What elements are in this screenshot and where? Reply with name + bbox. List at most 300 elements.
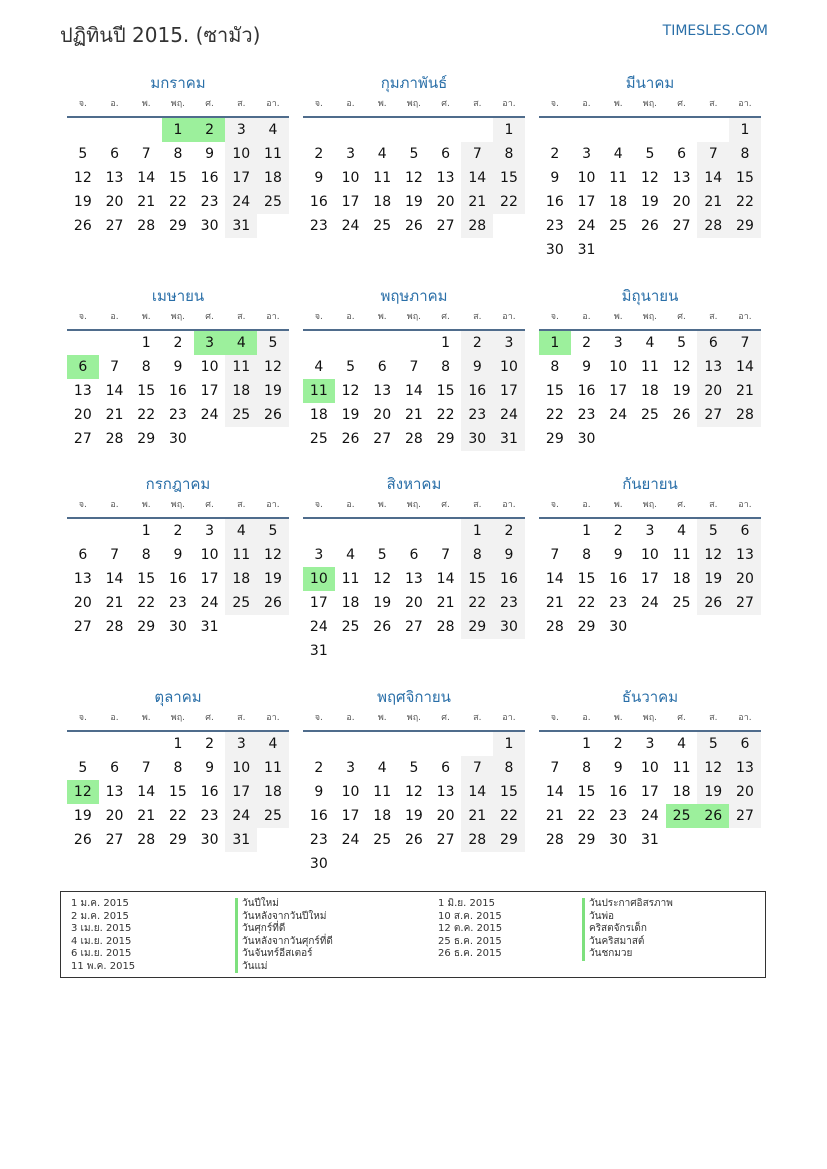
day-cell: 15: [168, 784, 187, 800]
day-cell: 27: [672, 218, 691, 234]
holiday-day-cell: 4: [225, 331, 257, 355]
weekday-label: ศ.: [441, 99, 450, 109]
day-cell: 5: [346, 359, 355, 375]
day-cell: 3: [346, 146, 355, 162]
day-cell: 7: [110, 359, 119, 375]
day-cell: 2: [613, 736, 623, 752]
weekday-header: [303, 708, 525, 726]
weekday-label: ส.: [473, 99, 482, 109]
day-cell: 19: [404, 194, 423, 210]
month-name: เมษายน: [151, 287, 205, 305]
day-cell: 3: [225, 732, 257, 756]
day-cell: 12: [257, 355, 289, 379]
weekday-header: [539, 708, 761, 726]
day-grid: [539, 331, 761, 451]
day-cell: 4: [257, 118, 289, 142]
day-cell: 26: [257, 591, 289, 615]
holiday-day-cell: 3: [194, 331, 226, 355]
holiday-day-cell: 26: [697, 804, 729, 828]
day-cell: 28: [404, 431, 423, 447]
day-cell: 12: [404, 784, 423, 800]
day-cell: 30: [609, 832, 628, 848]
weekday-label: อา.: [738, 500, 752, 510]
holiday-date: 1 มิ.ย. 2015: [438, 898, 495, 909]
day-cell: 21: [461, 190, 493, 214]
day-cell: 8: [173, 760, 183, 776]
day-cell: 4: [613, 146, 623, 162]
day-cell: 24: [640, 808, 659, 824]
weekday-label: จ.: [314, 713, 323, 723]
holiday-name: วันพ่อ: [582, 911, 673, 924]
day-cell: 27: [73, 619, 92, 635]
day-cell: 9: [205, 760, 215, 776]
day-cell: 22: [545, 407, 564, 423]
day-cell: 10: [493, 355, 525, 379]
day-cell: 9: [613, 547, 623, 563]
day-cell: 9: [493, 543, 525, 567]
day-cell: 2: [314, 760, 324, 776]
day-cell: 15: [545, 383, 564, 399]
day-cell: 21: [729, 379, 761, 403]
day-cell: 30: [200, 218, 219, 234]
empty-cell: [335, 732, 367, 756]
day-cell: 19: [257, 379, 289, 403]
weekday-label: ศ.: [677, 312, 686, 322]
holiday-day-cell: 6: [67, 355, 99, 379]
day-cell: 3: [314, 547, 324, 563]
day-cell: 2: [173, 523, 183, 539]
holiday-name: วันแม่: [235, 961, 333, 974]
day-cell: 2: [613, 523, 623, 539]
day-cell: 25: [672, 595, 691, 611]
day-grid: [303, 519, 525, 663]
day-cell: 15: [493, 166, 525, 190]
day-cell: 28: [461, 214, 493, 238]
day-cell: 29: [493, 828, 525, 852]
empty-cell: [539, 118, 571, 142]
weekday-label: อ.: [582, 312, 591, 322]
day-cell: 16: [309, 808, 328, 824]
day-cell: 11: [225, 543, 257, 567]
day-cell: 12: [73, 170, 92, 186]
empty-cell: [99, 118, 131, 142]
day-cell: 10: [640, 547, 659, 563]
day-cell: 25: [640, 407, 659, 423]
day-cell: 24: [341, 832, 360, 848]
day-cell: 9: [173, 359, 183, 375]
day-cell: 10: [341, 784, 360, 800]
day-cell: 12: [697, 756, 729, 780]
day-cell: 24: [341, 218, 360, 234]
empty-cell: [461, 118, 493, 142]
day-cell: 22: [168, 194, 187, 210]
weekday-label: อา.: [266, 500, 280, 510]
holiday-date: 1 ม.ค. 2015: [71, 898, 129, 909]
day-cell: 11: [672, 547, 691, 563]
day-cell: 27: [729, 804, 761, 828]
weekday-label: พฤ.: [406, 99, 422, 109]
day-cell: 6: [78, 547, 88, 563]
day-cell: 3: [205, 523, 215, 539]
day-cell: 10: [200, 547, 219, 563]
empty-cell: [666, 118, 698, 142]
month-name: กันยายน: [622, 475, 678, 493]
day-cell: 20: [105, 808, 124, 824]
day-cell: 18: [257, 780, 289, 804]
day-cell: 30: [461, 427, 493, 451]
day-cell: 5: [697, 519, 729, 543]
empty-cell: [303, 118, 335, 142]
day-cell: 25: [257, 190, 289, 214]
weekday-label: จ.: [314, 500, 323, 510]
day-cell: 17: [200, 571, 219, 587]
empty-cell: [366, 118, 398, 142]
day-cell: 29: [577, 832, 596, 848]
day-cell: 21: [105, 595, 124, 611]
day-cell: 26: [404, 832, 423, 848]
day-cell: 21: [697, 190, 729, 214]
holiday-name: วันปีใหม่: [235, 898, 333, 911]
day-cell: 14: [137, 784, 156, 800]
day-cell: 18: [341, 595, 360, 611]
holiday-day-cell: 12: [67, 780, 99, 804]
day-cell: 18: [373, 808, 392, 824]
day-cell: 28: [137, 832, 156, 848]
weekday-label: พ.: [613, 500, 623, 510]
day-cell: 6: [110, 146, 119, 162]
month-name: กรกฎาคม: [145, 475, 211, 493]
weekday-label: พ.: [377, 312, 387, 322]
day-cell: 17: [309, 595, 328, 611]
day-cell: 18: [225, 567, 257, 591]
day-cell: 1: [729, 118, 761, 142]
day-cell: 23: [309, 218, 328, 234]
day-cell: 1: [141, 523, 151, 539]
weekday-label: จ.: [314, 312, 323, 322]
day-cell: 22: [436, 407, 455, 423]
day-cell: 31: [225, 828, 257, 852]
day-cell: 17: [225, 780, 257, 804]
day-cell: 8: [550, 359, 560, 375]
weekday-label: ส.: [237, 713, 246, 723]
day-cell: 20: [373, 407, 392, 423]
weekday-label: พ.: [141, 713, 151, 723]
day-cell: 2: [550, 146, 560, 162]
day-cell: 25: [225, 591, 257, 615]
day-cell: 17: [640, 571, 659, 587]
holiday-date: 4 เม.ย. 2015: [71, 935, 132, 947]
day-cell: 30: [493, 615, 525, 639]
day-cell: 15: [577, 571, 596, 587]
day-cell: 21: [404, 407, 423, 423]
page-title: ปฏิทินปี 2015. (ซามัว): [60, 23, 261, 47]
day-cell: 29: [137, 619, 156, 635]
day-cell: 14: [545, 784, 564, 800]
day-cell: 9: [550, 170, 560, 186]
empty-cell: [335, 331, 367, 355]
weekday-label: พฤ.: [170, 99, 186, 109]
holiday-date: 6 เม.ย. 2015: [71, 948, 132, 959]
day-cell: 23: [609, 808, 628, 824]
weekday-label: อ.: [346, 99, 355, 109]
day-cell: 14: [545, 571, 564, 587]
empty-cell: [539, 732, 571, 756]
day-cell: 2: [493, 519, 525, 543]
day-cell: 22: [577, 808, 596, 824]
day-cell: 28: [105, 431, 124, 447]
day-cell: 26: [697, 591, 729, 615]
day-cell: 14: [461, 780, 493, 804]
month-11: [303, 686, 525, 876]
day-cell: 5: [257, 331, 289, 355]
day-cell: 16: [200, 784, 219, 800]
month-2: [303, 72, 525, 238]
weekday-header: [67, 94, 289, 112]
day-cell: 29: [168, 832, 187, 848]
day-cell: 16: [168, 571, 187, 587]
day-cell: 16: [168, 383, 187, 399]
day-grid: [539, 519, 761, 639]
day-cell: 6: [729, 519, 761, 543]
empty-cell: [571, 118, 603, 142]
day-cell: 12: [697, 543, 729, 567]
day-cell: 6: [441, 760, 451, 776]
day-cell: 18: [640, 383, 659, 399]
weekday-label: อ.: [110, 99, 119, 109]
day-cell: 20: [672, 194, 691, 210]
holiday-day-cell: 10: [303, 567, 335, 591]
day-cell: 19: [697, 567, 729, 591]
day-cell: 9: [173, 547, 183, 563]
day-cell: 5: [409, 760, 419, 776]
holiday-name: วันศุกร์ที่ดี: [235, 923, 333, 936]
weekday-label: พ.: [377, 500, 387, 510]
day-cell: 9: [314, 170, 324, 186]
day-cell: 27: [404, 619, 423, 635]
weekday-label: ศ.: [205, 500, 214, 510]
day-cell: 25: [309, 431, 328, 447]
weekday-label: ส.: [237, 312, 246, 322]
weekday-label: จ.: [78, 312, 87, 322]
day-cell: 15: [729, 166, 761, 190]
month-3: [539, 72, 761, 262]
day-cell: 12: [373, 571, 392, 587]
day-cell: 18: [373, 194, 392, 210]
weekday-label: จ.: [314, 99, 323, 109]
day-cell: 15: [168, 170, 187, 186]
day-cell: 23: [493, 591, 525, 615]
day-cell: 11: [373, 784, 392, 800]
day-cell: 20: [729, 780, 761, 804]
weekday-label: ศ.: [677, 500, 686, 510]
day-cell: 18: [672, 784, 691, 800]
day-grid: [539, 118, 761, 262]
day-cell: 2: [205, 736, 215, 752]
weekday-label: พ.: [141, 99, 151, 109]
weekday-label: อ.: [582, 713, 591, 723]
day-cell: 21: [461, 804, 493, 828]
day-cell: 7: [141, 146, 151, 162]
weekday-label: อ.: [346, 500, 355, 510]
day-cell: 21: [436, 595, 455, 611]
day-cell: 21: [137, 194, 156, 210]
day-cell: 15: [577, 784, 596, 800]
weekday-label: อ.: [346, 713, 355, 723]
day-cell: 4: [314, 359, 324, 375]
day-cell: 31: [225, 214, 257, 238]
holiday-date: 12 ต.ค. 2015: [438, 923, 503, 934]
weekday-label: ศ.: [677, 99, 686, 109]
month-9: [539, 473, 761, 639]
day-cell: 11: [672, 760, 691, 776]
day-cell: 9: [582, 359, 591, 375]
day-cell: 14: [697, 166, 729, 190]
weekday-label: ศ.: [205, 713, 214, 723]
day-cell: 16: [461, 379, 493, 403]
day-cell: 19: [697, 780, 729, 804]
day-cell: 6: [377, 359, 387, 375]
day-cell: 14: [436, 571, 455, 587]
day-cell: 2: [582, 335, 591, 351]
holiday-names-col-2: [582, 898, 673, 961]
day-grid: [303, 732, 525, 876]
weekday-header: [67, 495, 289, 513]
day-grid: [539, 732, 761, 852]
weekday-label: พ.: [377, 713, 387, 723]
month-name: มีนาคม: [625, 74, 675, 92]
weekday-label: ศ.: [441, 713, 450, 723]
day-cell: 24: [577, 218, 596, 234]
day-cell: 28: [436, 619, 455, 635]
day-cell: 25: [373, 218, 392, 234]
day-cell: 10: [225, 756, 257, 780]
day-cell: 19: [640, 194, 659, 210]
day-cell: 27: [73, 431, 92, 447]
day-cell: 25: [225, 403, 257, 427]
weekday-label: ส.: [709, 713, 718, 723]
day-cell: 25: [609, 218, 628, 234]
day-cell: 13: [729, 543, 761, 567]
day-cell: 4: [377, 146, 387, 162]
site-link[interactable]: TIMESLES.COM: [662, 23, 768, 39]
day-cell: 22: [493, 190, 525, 214]
holiday-day-cell: 25: [666, 804, 698, 828]
weekday-label: พฤ.: [406, 312, 422, 322]
day-cell: 15: [493, 780, 525, 804]
month-name: มิถุนายน: [621, 287, 679, 305]
day-cell: 20: [73, 595, 92, 611]
day-cell: 18: [309, 407, 328, 423]
day-cell: 13: [697, 355, 729, 379]
weekday-label: พฤ.: [642, 713, 658, 723]
holiday-dates-col-2: [438, 898, 502, 961]
day-cell: 30: [577, 431, 596, 447]
holiday-date: 26 ธ.ค. 2015: [438, 948, 502, 959]
weekday-label: พ.: [613, 713, 623, 723]
day-cell: 13: [105, 170, 124, 186]
day-cell: 7: [550, 547, 560, 563]
day-cell: 24: [225, 190, 257, 214]
day-cell: 11: [225, 355, 257, 379]
day-cell: 13: [73, 571, 92, 587]
day-cell: 8: [493, 756, 525, 780]
day-cell: 24: [609, 407, 628, 423]
day-cell: 26: [404, 218, 423, 234]
weekday-label: ศ.: [205, 312, 214, 322]
day-cell: 2: [314, 146, 324, 162]
day-cell: 17: [577, 194, 596, 210]
day-cell: 19: [404, 808, 423, 824]
day-cell: 10: [577, 170, 596, 186]
day-cell: 12: [257, 543, 289, 567]
empty-cell: [130, 732, 162, 756]
holiday-day-cell: 2: [194, 118, 226, 142]
day-cell: 23: [545, 218, 564, 234]
day-cell: 19: [672, 383, 691, 399]
month-1: [67, 72, 289, 238]
day-cell: 25: [373, 832, 392, 848]
month-name: มกราคม: [150, 74, 206, 92]
day-cell: 7: [141, 760, 151, 776]
weekday-label: พฤ.: [642, 312, 658, 322]
weekday-label: ส.: [709, 99, 718, 109]
day-cell: 7: [409, 359, 419, 375]
empty-cell: [67, 331, 99, 355]
day-cell: 4: [677, 523, 687, 539]
day-cell: 8: [582, 760, 591, 776]
day-cell: 22: [168, 808, 187, 824]
day-cell: 7: [461, 756, 493, 780]
day-cell: 20: [73, 407, 92, 423]
month-8: [303, 473, 525, 663]
day-cell: 17: [225, 166, 257, 190]
day-cell: 1: [582, 523, 591, 539]
weekday-label: อา.: [502, 99, 516, 109]
day-cell: 30: [168, 431, 187, 447]
day-cell: 31: [640, 832, 659, 848]
weekday-label: ส.: [473, 500, 482, 510]
day-cell: 13: [73, 383, 92, 399]
day-cell: 15: [137, 383, 156, 399]
empty-cell: [99, 519, 131, 543]
weekday-header: [303, 94, 525, 112]
weekday-label: พ.: [613, 99, 623, 109]
weekday-label: พฤ.: [170, 500, 186, 510]
day-cell: 6: [441, 146, 451, 162]
day-cell: 9: [314, 784, 324, 800]
day-cell: 31: [309, 643, 328, 659]
day-cell: 5: [78, 146, 88, 162]
weekday-label: จ.: [550, 99, 559, 109]
holiday-day-cell: 1: [539, 331, 571, 355]
day-cell: 17: [341, 194, 360, 210]
day-cell: 24: [200, 407, 219, 423]
day-cell: 21: [105, 407, 124, 423]
day-cell: 25: [257, 804, 289, 828]
holiday-date: 10 ส.ค. 2015: [438, 910, 502, 922]
day-cell: 20: [105, 194, 124, 210]
day-cell: 22: [493, 804, 525, 828]
weekday-label: จ.: [78, 713, 87, 723]
empty-cell: [430, 519, 462, 543]
weekday-label: ส.: [473, 713, 482, 723]
empty-cell: [634, 118, 666, 142]
weekday-label: อา.: [266, 99, 280, 109]
holiday-name: วันจันทร์อีสเตอร์: [235, 948, 333, 961]
day-cell: 20: [404, 595, 423, 611]
day-cell: 26: [73, 218, 92, 234]
day-cell: 5: [677, 335, 687, 351]
